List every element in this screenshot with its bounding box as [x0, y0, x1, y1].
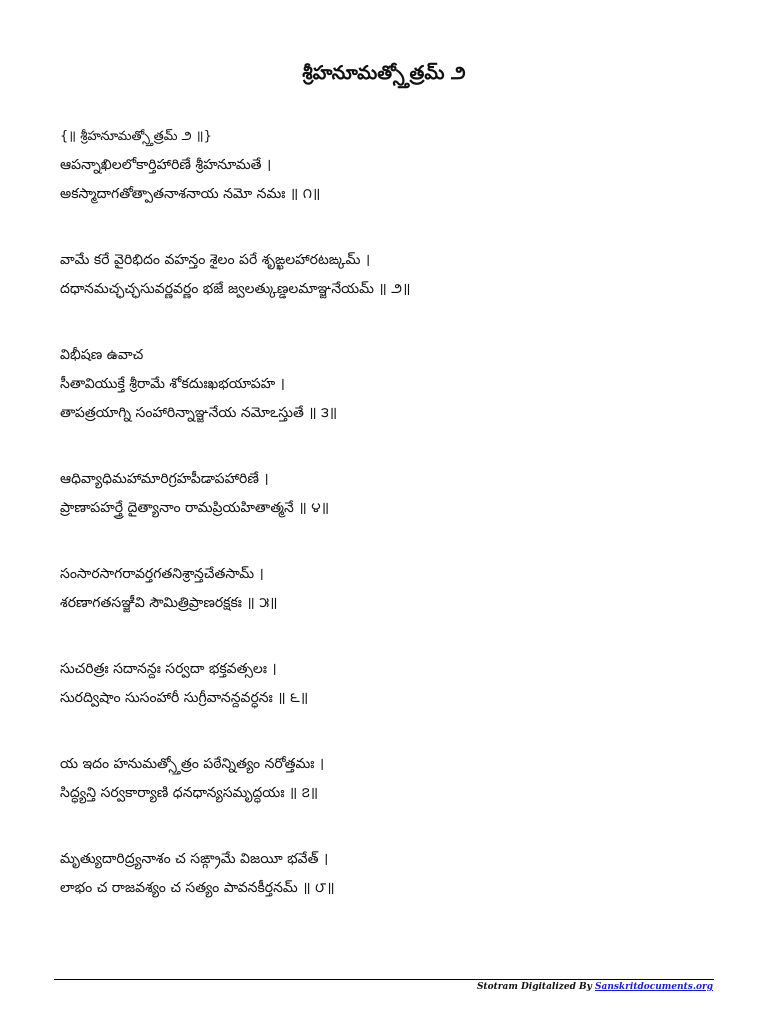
verse-line: ఆపన్నాఖిలలోకార్తిహారిణే శ్రీహనూమతే । [60, 157, 272, 173]
verse-line: మృత్యుదారిద్ర్యనాశం చ సఙ్గ్రామే విజయీ భవేత్ । [60, 851, 329, 867]
stanza-list [60, 148, 720, 903]
verse-line: సురద్విషాం సుసంహారీ సుగ్రీవానన్దవర్ధనః ॥ ౬॥ [60, 690, 309, 706]
verse-line: సిద్ధ్యన్తి సర్వకార్యాణి ధనధాన్యసమృద్ధయః ॥ ౭॥ [60, 785, 319, 801]
footer-credit-prefix: Stotram Digitalized By [476, 982, 595, 992]
stanza-gap [60, 209, 720, 246]
verse-line: సుచరిత్రః సదానన్దః సర్వదా భక్తవత్సలః । [60, 661, 277, 677]
stanza-8 [60, 845, 720, 903]
stanza-gap [60, 428, 720, 465]
verse-line: వామే కరే వైరిభిదం వహన్తం శైలం పరే శృఙ్ఖలహారటఙ్కమ్ । [60, 252, 371, 268]
verse-line: ఆధివ్యాధిమహామారిగ్రహపీడాపహారిణే । [60, 471, 269, 487]
verse-line: ప్రాణాపహర్త్రే దైత్యానాం రామప్రియహితాత్మనే ॥ ౪॥ [60, 500, 330, 516]
sanskritdocuments-link[interactable]: Sanskritdocuments.org [594, 982, 713, 992]
stanza-4 [60, 465, 720, 523]
verse-line: సీతావియుక్తే శ్రీరామే శోకదుఃఖభయాపహ । [60, 376, 285, 392]
stotram-body [60, 126, 720, 903]
stanza-7 [60, 750, 720, 808]
verse-line: విభీషణ ఉవాచ [60, 347, 144, 363]
stanza-gap [60, 713, 720, 750]
verse-line: దధానమచ్ఛచ్ఛసువర్ణవర్ణం భజే జ్వలత్కుణ్డలమాఞ్జనేయమ్ ॥ ౨॥ [60, 281, 411, 297]
stotram-header-line: {॥ శ్రీహనూమత్స్తోత్రమ్ ౨ ॥} [60, 129, 212, 144]
page-title: శ్రీహనూమత్స్తోత్రమ్ ౨ [302, 62, 466, 84]
stanza-6 [60, 655, 720, 713]
stanza-3 [60, 341, 720, 428]
verse-line: శరణాగతసఞ్జీవి సౌమిత్రిప్రాణరక్షకః ॥ ౫॥ [60, 595, 278, 611]
verse-line: య ఇదం హనుమత్స్తోత్రం పఠేన్నిత్యం నరోత్తమః । [60, 756, 325, 772]
stanza-1 [60, 151, 720, 209]
verse-line: తాపత్రయాగ్ని సంహారిన్నాఞ్జనేయ నమోఽస్తుతే ॥ ౩॥ [60, 405, 338, 421]
verse-line: సంసారసాగరావర్తగతనిశ్రాన్తచేతసామ్ । [60, 566, 264, 582]
verse-line: లాభం చ రాజవశ్యం చ సత్యం పావనకీర్తనమ్ ॥ ౮॥ [60, 880, 335, 896]
verse-line: అకస్మాదాగతోత్పాతనాశనాయ నమో నమః ॥ ౧॥ [60, 186, 321, 202]
stanza-gap [60, 523, 720, 560]
footer-divider [54, 979, 714, 980]
footer-credit [477, 981, 713, 993]
stanza-2 [60, 246, 720, 304]
stanza-gap [60, 304, 720, 341]
stanza-gap [60, 808, 720, 845]
stanza-5 [60, 560, 720, 618]
stanza-gap [60, 618, 720, 655]
